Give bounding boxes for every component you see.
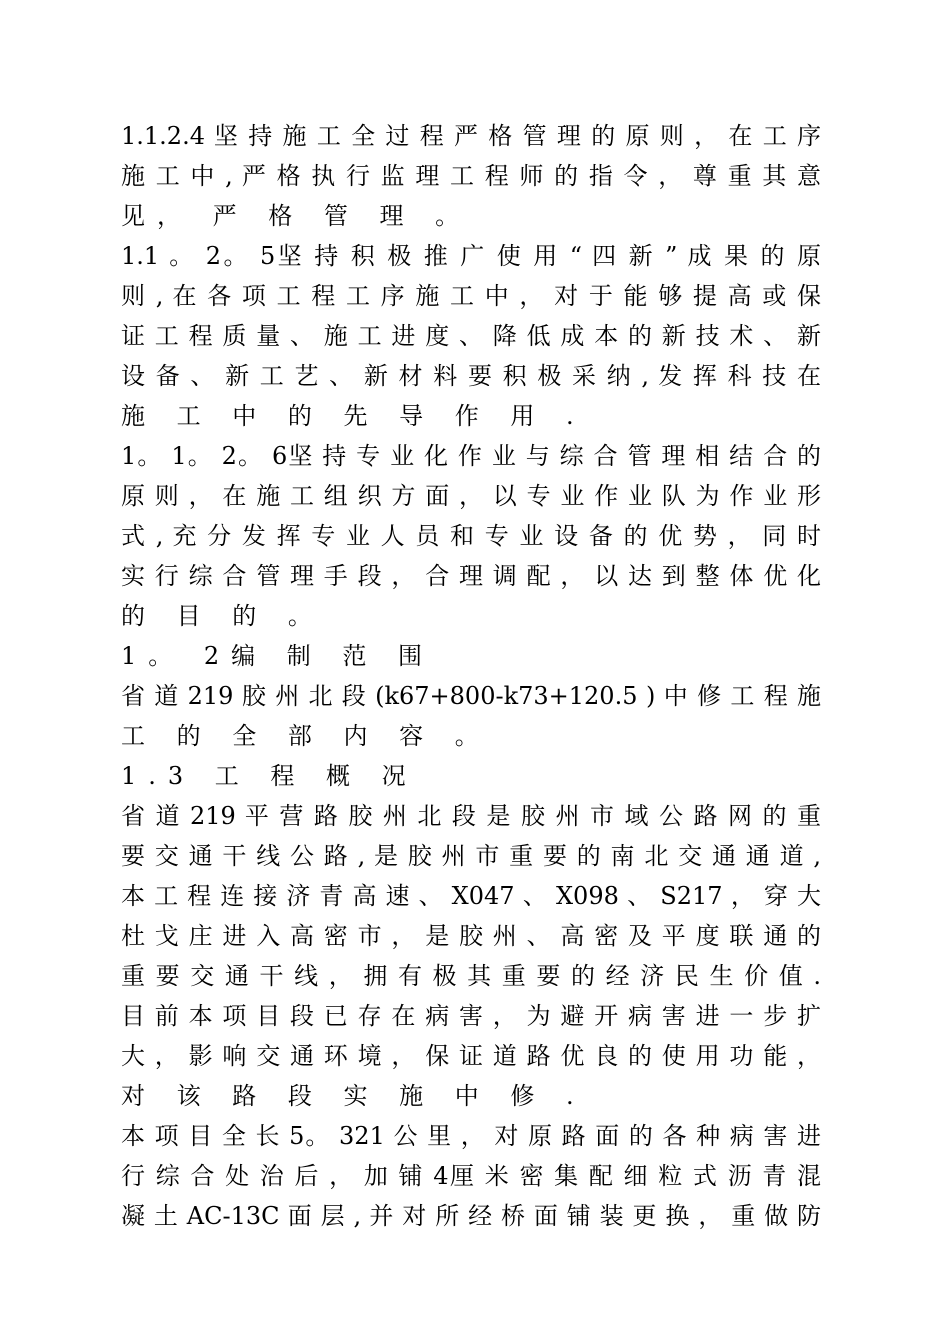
- text-line: 本 工 程 连 接 济 青 高 速 、 X047 、 X098 、 S217 ， 穿 大: [121, 882, 821, 910]
- text-line: 1.1.2.4 坚 持 施 工 全 过 程 严 格 管 理 的 原 则 ， 在 工 序: [121, 122, 821, 150]
- text-line: 则 , 在 各 项 工 程 工 序 施 工 中 ， 对 于 能 够 提 高 或 保: [121, 282, 821, 310]
- text-line: 行 综 合 处 治 后 ， 加 铺 4厘 米 密 集 配 细 粒 式 沥 青 混: [121, 1162, 821, 1190]
- text-line: 对 该 路 段 实 施 中 修 .: [121, 1082, 586, 1110]
- text-line: 省 道 219 胶 州 北 段 (k67+800-k73+120.5 ) 中 修 工 程 施: [121, 682, 821, 710]
- text-line: 工 的 全 部 内 容 。: [121, 722, 491, 750]
- text-line: 大 ， 影 响 交 通 环 境 ， 保 证 道 路 优 良 的 使 用 功 能 ，: [121, 1042, 821, 1070]
- text-line: 原 则 ， 在 施 工 组 织 方 面 ， 以 专 业 作 业 队 为 作 业 形: [121, 482, 821, 510]
- text-line: 1。 2编 制 范 围: [121, 642, 435, 670]
- text-line: 式 , 充 分 发 挥 专 业 人 员 和 专 业 设 备 的 优 势 ， 同 时: [121, 522, 821, 550]
- text-line: 重 要 交 通 干 线 ， 拥 有 极 其 重 要 的 经 济 民 生 价 值 .: [121, 962, 821, 990]
- text-line: 证 工 程 质 量 、 施 工 进 度 、 降 低 成 本 的 新 技 术 、 新: [121, 322, 821, 350]
- text-line: 施 工 中 , 严 格 执 行 监 理 工 程 师 的 指 令 ， 尊 重 其 意: [121, 162, 821, 190]
- text-line: 1。 1。 2。 6坚 持 专 业 化 作 业 与 综 合 管 理 相 结 合 的: [121, 442, 821, 470]
- text-line: 的 目 的 。: [121, 602, 324, 630]
- text-line: 省 道 219 平 营 路 胶 州 北 段 是 胶 州 市 域 公 路 网 的 重: [121, 802, 821, 830]
- text-line: 施 工 中 的 先 导 作 用 .: [121, 402, 586, 430]
- text-line: 设 备 、 新 工 艺 、 新 材 料 要 积 极 采 纳 , 发 挥 科 技 在: [121, 362, 821, 390]
- document-body: [121, 116, 821, 1236]
- text-line: 1.3 工 程 概 况: [121, 762, 418, 790]
- text-line: 实 行 综 合 管 理 手 段 ， 合 理 调 配 ， 以 达 到 整 体 优 化: [121, 562, 821, 590]
- text-line: 本 项 目 全 长 5。 321 公 里 ， 对 原 路 面 的 各 种 病 害 进: [121, 1122, 821, 1150]
- text-line: 凝 土 AC-13C 面 层 , 并 对 所 经 桥 面 铺 装 更 换 ， 重 做 防: [121, 1202, 821, 1230]
- text-line: 要 交 通 干 线 公 路 , 是 胶 州 市 重 要 的 南 北 交 通 通 道 ,: [121, 842, 821, 870]
- text-line: 1.1 。 2。 5坚 持 积 极 推 广 使 用 “ 四 新 ” 成 果 的 原: [121, 242, 821, 270]
- text-line: 见， 严 格 管 理 。: [121, 202, 472, 230]
- text-line: 目 前 本 项 目 段 已 存 在 病 害 ， 为 避 开 病 害 进 一 步 扩: [121, 1002, 821, 1030]
- text-line: 杜 戈 庄 进 入 高 密 市 ， 是 胶 州 、 高 密 及 平 度 联 通 的: [121, 922, 821, 950]
